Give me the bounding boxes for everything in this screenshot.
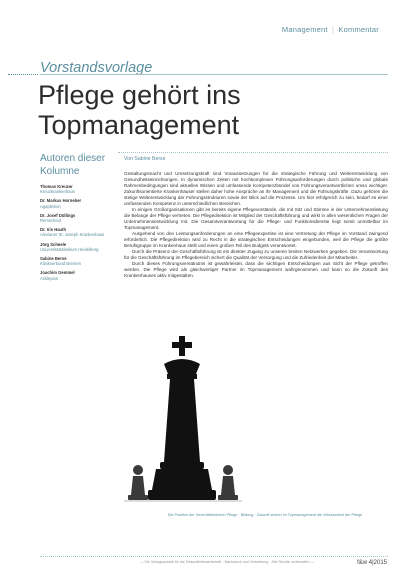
body-paragraph: Durch die Präsenz der Geschäftsführung ist ein direkter Zugang zu unseren breiten Netzwerken gegeben. Die Verantwortung für die Geschäftsführung im Pflegebereich sichert die Qualität der Versorgung und die Zufriedenheit der Mitarbeiter. — [124, 249, 388, 260]
section-separator: | — [331, 25, 335, 34]
author-org: Alexianer St. Joseph Krankenhaus — [40, 232, 105, 238]
author-list — [40, 184, 116, 285]
body-paragraph: Durch dieses Führungsverständnis ist gewährleistet, dass die wichtigen Entscheidungen aus Sicht der Pflege getroffen werden. Die Pflege wird als gleichwertiger Partner im Topmanagement wahrgenommen und kann so die Zukunft des Krankenhauses aktiv mitgestalten. — [124, 261, 388, 278]
king-icon — [148, 336, 216, 500]
author-org: Universitätsklinikum Heidelberg — [40, 246, 99, 252]
title-line-2: Topmanagement — [38, 110, 240, 140]
pawn-icon-left — [128, 465, 148, 500]
author-name: Dr. Markus Horneber — [40, 198, 82, 204]
author-name: Jörg Scheele — [40, 241, 67, 247]
section-header — [282, 25, 379, 34]
author-name: Dr. Iris Hauth — [40, 227, 67, 233]
column-rule — [118, 152, 388, 153]
body-paragraph: Ausgehend von den Leistungsanforderungen an eine Pflegeexpertise ist eine Vertretung der Pflege im Vorstand zwingend erforderlich. Die Pflegedirektion wird zu Recht in die strategischen Entscheidungen eingebunden, weil die Pflege die größte Berufsgruppe im Krankenhaus stellt und einen großen Teil des Budgets verantwortet. — [124, 231, 388, 248]
title-line-1: Pflege gehört ins — [38, 80, 241, 110]
sidebar-title: Autoren dieser Kolumne — [40, 153, 106, 177]
section-label: Management — [281, 25, 328, 34]
page-number: f&w 4|2015 — [357, 560, 387, 566]
byline: Von Sabine Berse — [124, 156, 166, 162]
author-name: Joachim Gemmel — [40, 270, 75, 276]
footer-rule — [40, 556, 388, 557]
board-edge — [124, 500, 242, 502]
author-name: Sabine Berse — [40, 256, 67, 262]
image-caption: Die Position der Geschäftsführerin Pflege · Bildung · Zukunft sichert im Topmanagement die Wirksamkeit der Pflege — [167, 513, 363, 517]
author-item — [40, 198, 116, 208]
author-item — [40, 213, 116, 223]
author-org: Asklepios — [40, 275, 58, 281]
author-item — [40, 227, 116, 237]
body-paragraph: Gestaltungsmacht und Umsetzungskraft sind Voraussetzungen für die strategische Führung und Weiterentwicklung von Gesundheitseinrichtungen. In dynamischen Zeiten mit hochkomplexen Führungsanforderungen durch politische und globale Rahmenbedingungen sind aktuelles Wissen und umfassende Kompetenzbündel von Führungsverantwortlichen umso wichtiger. Zukunftsorientierte Krankenhäuser stellen daher hohe Ansprüche an ihr Management und die Führungskräfte. Dazu gehören die stetige Weiterentwicklung der Führungsstrukturen sowie der Blick auf die Prozesse. Um hier erfolgreich zu sein, bedarf es einer umfassenden Kompetenz in unterschiedlichen Bereichen. — [124, 171, 388, 206]
kicker-rule — [40, 74, 388, 75]
author-item — [40, 184, 116, 194]
article-title — [38, 80, 388, 140]
author-name: Thomas Kreuzer — [40, 184, 73, 189]
author-org: Remscheid — [40, 218, 61, 224]
author-org: Kreuzkrankenhaus — [40, 189, 75, 195]
author-name: Dr. Josef Düllings — [40, 212, 76, 218]
author-item — [40, 270, 116, 280]
article-kicker: Vorstandsvorlage — [40, 60, 153, 76]
author-item — [40, 242, 116, 252]
chess-pieces-illustration — [124, 330, 242, 512]
author-org: Klinikverbund Bremen — [40, 261, 81, 267]
category-label: Kommentar — [338, 25, 379, 34]
kicker-dotted-line — [8, 74, 38, 75]
pawn-icon-right — [218, 465, 238, 500]
author-item — [40, 256, 116, 266]
footer-copyright: — Die Verlagsanstalt für die Gesundheitswirtschaft · Nachdruck und Verbreitung · Alle Rechte vorbehalten — — [140, 560, 315, 564]
body-paragraph: In einigen Großorganisationen gibt es bereits eigene Pflegevorstände, die mit Sitz und Stimme in der Unternehmensleitung die Belange der Pflege vertreten. Die Pflegedirektion ist Mitglied der Geschäftsführung und wirkt in allen wesentlichen Fragen der Unternehmensentwicklung mit. Die Gesamtverantwortung für die Pflege- und Funktionsdienste liegt somit unmittelbar im Topmanagement. — [124, 207, 388, 230]
author-org: Agaplesion — [40, 203, 61, 209]
